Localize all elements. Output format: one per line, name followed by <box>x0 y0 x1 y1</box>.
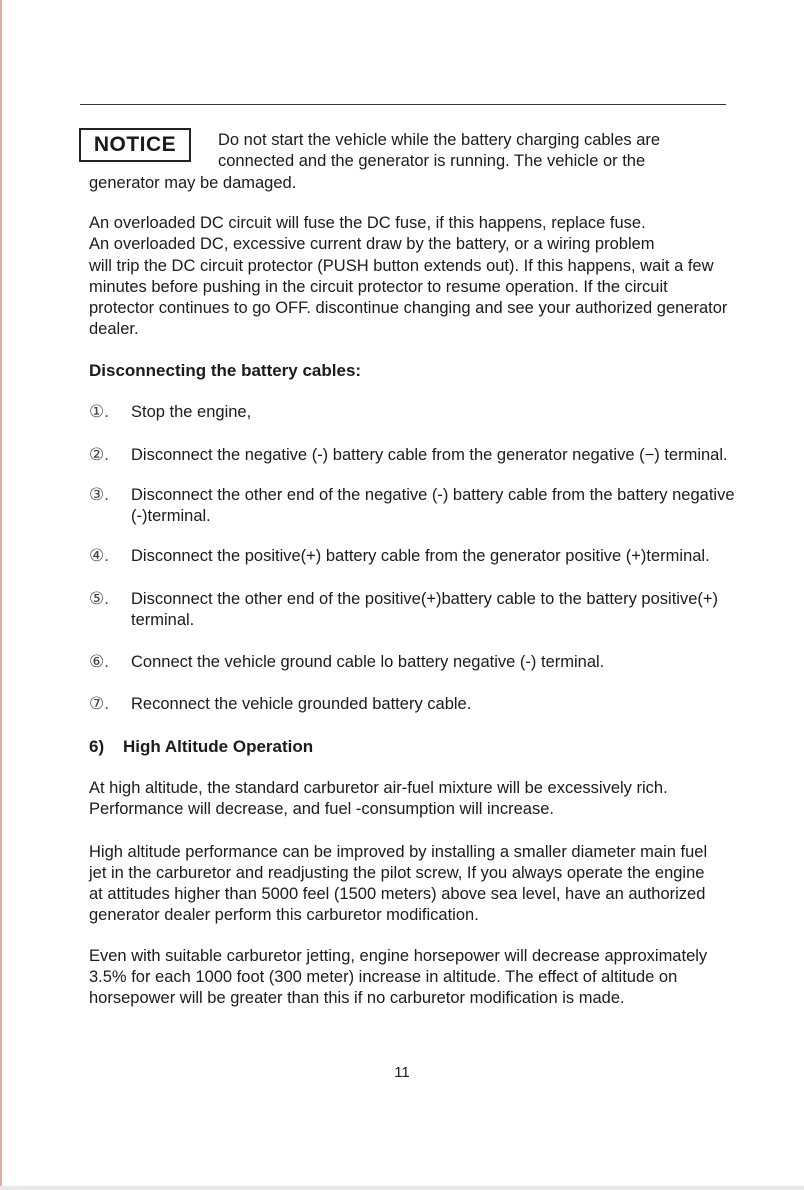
overload-line-1: An overloaded DC circuit will fuse the DC fuse, if this happens, replace fuse. <box>89 214 646 232</box>
overload-line-5: protector continues to go OFF. discontinue changing and see your authorized generator <box>89 299 728 317</box>
page-edge-left <box>0 0 2 1190</box>
step-7-text: Reconnect the vehicle grounded battery cable. <box>131 695 472 713</box>
step-2-number: ②. <box>89 445 109 464</box>
step-7-number: ⑦. <box>89 694 109 713</box>
altitude-heading: High Altitude Operation <box>123 737 314 756</box>
notice-text-line-2: connected and the generator is running. The vehicle or the <box>218 152 646 170</box>
notice-text-line-3: generator may be damaged. <box>89 174 297 192</box>
page-edge-bottom <box>0 1186 804 1190</box>
header-rule <box>80 104 726 105</box>
step-1-text: Stop the engine, <box>131 403 252 421</box>
altitude-para3-line-2: 3.5% for each 1000 foot (300 meter) increase in altitude. The effect of altitude on <box>89 968 678 986</box>
step-6-text: Connect the vehicle ground cable lo battery negative (-) terminal. <box>131 653 605 671</box>
step-3-number: ③. <box>89 485 109 504</box>
overload-line-6: dealer. <box>89 320 139 338</box>
altitude-para2-line-3: at attitudes higher than 5000 feel (1500 meters) above sea level, have an authorized <box>89 885 706 903</box>
altitude-para2-line-1: High altitude performance can be improved by installing a smaller diameter main fuel <box>89 843 708 861</box>
altitude-para3-line-1: Even with suitable carburetor jetting, engine horsepower will decrease approximately <box>89 947 708 965</box>
disconnect-heading: Disconnecting the battery cables: <box>89 361 362 380</box>
altitude-para2-line-2: jet in the carburetor and readjusting the pilot screw, If you always operate the engine <box>89 864 705 882</box>
step-5-text-line-2: terminal. <box>131 611 195 629</box>
altitude-para1-line-2: Performance will decrease, and fuel -consumption will increase. <box>89 800 554 818</box>
step-6-number: ⑥. <box>89 652 109 671</box>
step-5-number: ⑤. <box>89 589 109 608</box>
step-2-text: Disconnect the negative (-) battery cable from the generator negative (−) terminal. <box>131 446 728 464</box>
altitude-para1-line-1: At high altitude, the standard carburetor air-fuel mixture will be excessively rich. <box>89 779 668 797</box>
page-number: 11 <box>394 1064 410 1081</box>
step-3-text-line-2: (-)terminal. <box>131 507 211 525</box>
altitude-para2-line-4: generator dealer perform this carburetor modification. <box>89 906 479 924</box>
step-5-text-line-1: Disconnect the other end of the positive(+)battery cable to the battery positive(+) <box>131 590 718 608</box>
overload-line-2: An overloaded DC, excessive current draw by the battery, or a wiring problem <box>89 235 655 253</box>
step-4-number: ④. <box>89 546 109 565</box>
notice-label: NOTICE <box>79 128 191 162</box>
altitude-section-number: 6) <box>89 737 105 756</box>
overload-line-3: will trip the DC circuit protector (PUSH button extends out). If this happens, wait a few <box>89 257 714 275</box>
step-1-number: ①. <box>89 402 109 421</box>
step-4-text: Disconnect the positive(+) battery cable from the generator positive (+)terminal. <box>131 547 710 565</box>
altitude-para3-line-3: horsepower will be greater than this if no carburetor modification is made. <box>89 989 625 1007</box>
notice-text-line-1: Do not start the vehicle while the battery charging cables are <box>218 131 661 149</box>
step-3-text-line-1: Disconnect the other end of the negative (-) battery cable from the battery negative <box>131 486 735 504</box>
overload-line-4: minutes before pushing in the circuit protector to resume operation. If the circuit <box>89 278 668 296</box>
